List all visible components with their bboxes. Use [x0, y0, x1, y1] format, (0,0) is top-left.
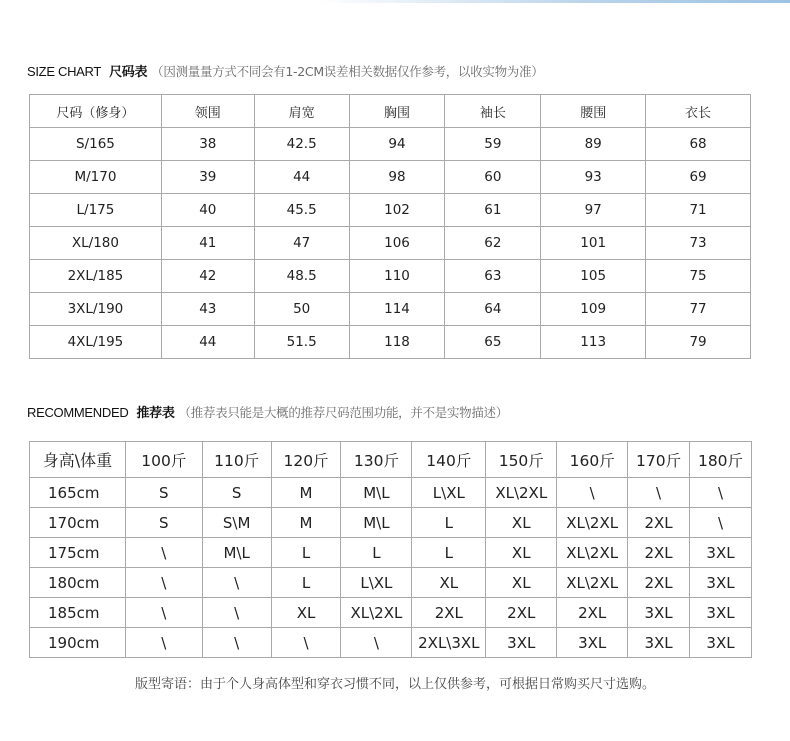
size-header-cell: 肩宽 — [254, 95, 349, 128]
rec-table-cell: \ — [341, 628, 412, 658]
size-table-cell: 77 — [646, 293, 751, 326]
size-table-cell: 101 — [541, 227, 646, 260]
rec-row-label: 170cm — [30, 508, 126, 538]
size-header-cell: 腰围 — [541, 95, 646, 128]
rec-table-cell: 2XL — [412, 598, 486, 628]
rec-table-cell: 3XL — [486, 628, 557, 658]
rec-table-cell: 3XL — [628, 628, 690, 658]
rec-header-cell: 140斤 — [412, 442, 486, 478]
rec-table-cell: 2XL — [486, 598, 557, 628]
size-table-cell: 51.5 — [254, 326, 349, 359]
size-chart-note: （因测量量方式不同会有1-2CM误差相关数据仅作参考，以收实物为准） — [151, 64, 544, 79]
rec-table-cell: XL — [412, 568, 486, 598]
size-row-label: 4XL/195 — [30, 326, 162, 359]
size-table-cell: 69 — [646, 161, 751, 194]
size-table-cell: 44 — [254, 161, 349, 194]
rec-table-cell: L\XL — [412, 478, 486, 508]
size-row-label: M/170 — [30, 161, 162, 194]
size-table-cell: 113 — [541, 326, 646, 359]
size-table-row — [30, 227, 751, 260]
rec-table-cell: XL — [271, 598, 341, 628]
rec-table-cell: \ — [557, 478, 628, 508]
size-table-cell: 89 — [541, 128, 646, 161]
rec-row-label: 165cm — [30, 478, 126, 508]
rec-header-cell: 150斤 — [486, 442, 557, 478]
rec-table-cell: 2XL — [628, 538, 690, 568]
rec-table-cell: L — [341, 538, 412, 568]
rec-table-cell: XL — [486, 538, 557, 568]
size-table-cell: 48.5 — [254, 260, 349, 293]
rec-table-row — [30, 478, 752, 508]
rec-header-cell: 100斤 — [125, 442, 202, 478]
size-table-cell: 41 — [161, 227, 254, 260]
size-table-cell: 102 — [349, 194, 445, 227]
rec-table-row — [30, 568, 752, 598]
rec-table-cell: L — [271, 538, 341, 568]
size-table-cell: 42.5 — [254, 128, 349, 161]
rec-header-cell: 身高\体重 — [30, 442, 126, 478]
size-table-cell: 45.5 — [254, 194, 349, 227]
rec-table-row — [30, 538, 752, 568]
size-row-label: L/175 — [30, 194, 162, 227]
size-header-cell: 胸围 — [349, 95, 445, 128]
size-table-cell: 38 — [161, 128, 254, 161]
rec-table-cell: L — [412, 508, 486, 538]
rec-table-cell: M — [271, 478, 341, 508]
rec-table-cell: \ — [628, 478, 690, 508]
size-table-cell: 118 — [349, 326, 445, 359]
top-accent-rule — [0, 0, 790, 3]
size-table-cell: 71 — [646, 194, 751, 227]
rec-header-cell: 170斤 — [628, 442, 690, 478]
size-table-cell: 59 — [445, 128, 541, 161]
size-row-label: XL/180 — [30, 227, 162, 260]
size-table-cell: 68 — [646, 128, 751, 161]
rec-table-cell: \ — [690, 508, 752, 538]
rec-row-label: 190cm — [30, 628, 126, 658]
rec-table-cell: \ — [125, 598, 202, 628]
rec-header-row — [30, 442, 752, 478]
rec-table-cell: M\L — [202, 538, 271, 568]
recommended-title-en: RECOMMENDED — [27, 405, 129, 420]
size-table-cell: 73 — [646, 227, 751, 260]
rec-header-cell: 130斤 — [341, 442, 412, 478]
rec-table-cell: M\L — [341, 508, 412, 538]
size-table-cell: 42 — [161, 260, 254, 293]
rec-table-cell: XL — [486, 568, 557, 598]
rec-table-cell: 2XL\3XL — [412, 628, 486, 658]
size-table-cell: 114 — [349, 293, 445, 326]
size-table-row — [30, 128, 751, 161]
rec-table-cell: \ — [690, 478, 752, 508]
size-table-cell: 60 — [445, 161, 541, 194]
size-table-cell: 40 — [161, 194, 254, 227]
size-row-label: 2XL/185 — [30, 260, 162, 293]
rec-header-cell: 180斤 — [690, 442, 752, 478]
size-chart-title-cn: 尺码表 — [109, 65, 148, 80]
size-table-cell: 79 — [646, 326, 751, 359]
rec-table-cell: L\XL — [341, 568, 412, 598]
size-table-cell: 105 — [541, 260, 646, 293]
rec-row-label: 175cm — [30, 538, 126, 568]
rec-header-cell: 120斤 — [271, 442, 341, 478]
rec-table-cell: S\M — [202, 508, 271, 538]
size-chart-title-en: SIZE CHART — [27, 64, 102, 79]
rec-header-cell: 110斤 — [202, 442, 271, 478]
size-table-cell: 44 — [161, 326, 254, 359]
rec-header-cell: 160斤 — [557, 442, 628, 478]
size-table-cell: 63 — [445, 260, 541, 293]
rec-row-label: 180cm — [30, 568, 126, 598]
rec-table-cell: XL\2XL — [486, 478, 557, 508]
size-table-cell: 62 — [445, 227, 541, 260]
size-chart-table — [29, 94, 751, 359]
rec-table-cell: \ — [125, 538, 202, 568]
rec-table-cell: S — [125, 508, 202, 538]
size-table-row — [30, 194, 751, 227]
rec-table-cell: 2XL — [628, 568, 690, 598]
size-table-cell: 47 — [254, 227, 349, 260]
size-header-row — [30, 95, 751, 128]
size-header-cell: 尺码（修身） — [30, 95, 162, 128]
rec-table-row — [30, 508, 752, 538]
size-table-cell: 39 — [161, 161, 254, 194]
size-table-cell: 110 — [349, 260, 445, 293]
rec-table-cell: 3XL — [557, 628, 628, 658]
rec-table-cell: S — [202, 478, 271, 508]
size-table-cell: 61 — [445, 194, 541, 227]
size-chart-heading — [27, 61, 543, 80]
size-header-cell: 袖长 — [445, 95, 541, 128]
size-table-cell: 97 — [541, 194, 646, 227]
recommended-title-cn: 推荐表 — [136, 406, 175, 421]
size-table-cell: 65 — [445, 326, 541, 359]
size-table-cell: 106 — [349, 227, 445, 260]
recommended-table — [29, 441, 752, 658]
size-table-row — [30, 293, 751, 326]
rec-table-cell: S — [125, 478, 202, 508]
size-table-row — [30, 260, 751, 293]
rec-table-cell: M — [271, 508, 341, 538]
rec-table-cell: \ — [202, 568, 271, 598]
footer-note: 版型寄语：由于个人身高体型和穿衣习惯不同，以上仅供参考，可根据日常购买尺寸选购。 — [134, 677, 655, 692]
rec-table-cell: 2XL — [557, 598, 628, 628]
rec-table-row — [30, 628, 752, 658]
rec-table-row — [30, 598, 752, 628]
size-table-cell: 93 — [541, 161, 646, 194]
size-table-cell: 64 — [445, 293, 541, 326]
recommended-heading — [27, 402, 508, 421]
size-table-row — [30, 161, 751, 194]
size-table-cell: 50 — [254, 293, 349, 326]
rec-table-cell: XL\2XL — [557, 538, 628, 568]
rec-table-cell: \ — [202, 598, 271, 628]
size-table-row — [30, 326, 751, 359]
size-table-cell: 43 — [161, 293, 254, 326]
rec-table-cell: 3XL — [690, 538, 752, 568]
size-header-cell: 衣长 — [646, 95, 751, 128]
rec-table-cell: XL\2XL — [557, 508, 628, 538]
rec-row-label: 185cm — [30, 598, 126, 628]
rec-table-cell: 3XL — [690, 628, 752, 658]
rec-table-cell: \ — [125, 568, 202, 598]
size-header-cell: 领围 — [161, 95, 254, 128]
rec-table-cell: \ — [202, 628, 271, 658]
size-table-cell: 98 — [349, 161, 445, 194]
rec-table-cell: 3XL — [690, 598, 752, 628]
rec-table-cell: \ — [125, 628, 202, 658]
rec-table-cell: XL — [486, 508, 557, 538]
rec-table-cell: XL\2XL — [557, 568, 628, 598]
rec-table-cell: XL\2XL — [341, 598, 412, 628]
rec-table-cell: L — [271, 568, 341, 598]
size-table-cell: 94 — [349, 128, 445, 161]
rec-table-cell: 2XL — [628, 508, 690, 538]
size-row-label: S/165 — [30, 128, 162, 161]
rec-table-cell: 3XL — [690, 568, 752, 598]
recommended-note: （推荐表只能是大概的推荐尺码范围功能，并不是实物描述） — [178, 405, 508, 420]
rec-table-cell: \ — [271, 628, 341, 658]
size-row-label: 3XL/190 — [30, 293, 162, 326]
size-table-cell: 75 — [646, 260, 751, 293]
size-table-cell: 109 — [541, 293, 646, 326]
rec-table-cell: L — [412, 538, 486, 568]
rec-table-cell: M\L — [341, 478, 412, 508]
rec-table-cell: 3XL — [628, 598, 690, 628]
